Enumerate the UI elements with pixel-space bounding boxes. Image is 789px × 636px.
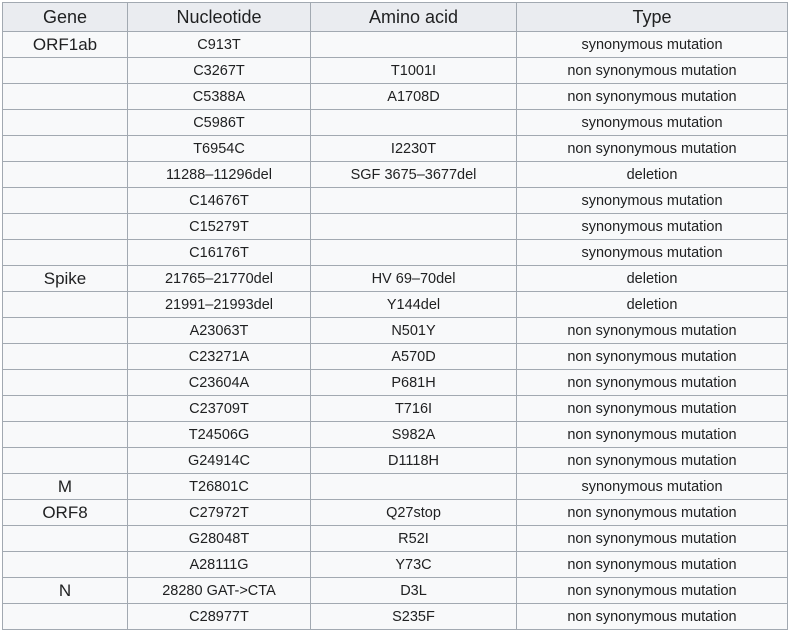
gene-cell bbox=[3, 448, 128, 474]
gene-cell bbox=[3, 162, 128, 188]
gene-cell bbox=[3, 84, 128, 110]
table-row bbox=[3, 474, 788, 500]
mutations-table bbox=[2, 2, 788, 630]
nucleotide-cell: T26801C bbox=[128, 474, 311, 500]
table-row bbox=[3, 318, 788, 344]
table-row bbox=[3, 136, 788, 162]
gene-cell: Spike bbox=[3, 266, 128, 292]
nucleotide-cell: G28048T bbox=[128, 526, 311, 552]
gene-cell bbox=[3, 604, 128, 630]
amino-acid-cell: S982A bbox=[311, 422, 517, 448]
table-row bbox=[3, 84, 788, 110]
nucleotide-cell: A23063T bbox=[128, 318, 311, 344]
type-cell: non synonymous mutation bbox=[517, 604, 788, 630]
amino-acid-cell: P681H bbox=[311, 370, 517, 396]
type-cell: synonymous mutation bbox=[517, 32, 788, 58]
table-row bbox=[3, 188, 788, 214]
amino-acid-cell: A1708D bbox=[311, 84, 517, 110]
gene-cell bbox=[3, 318, 128, 344]
nucleotide-cell: C913T bbox=[128, 32, 311, 58]
table-row bbox=[3, 422, 788, 448]
type-cell: synonymous mutation bbox=[517, 188, 788, 214]
nucleotide-cell: C5986T bbox=[128, 110, 311, 136]
amino-acid-cell bbox=[311, 110, 517, 136]
gene-cell bbox=[3, 396, 128, 422]
gene-cell: ORF8 bbox=[3, 500, 128, 526]
amino-acid-cell: T716I bbox=[311, 396, 517, 422]
type-cell: synonymous mutation bbox=[517, 474, 788, 500]
table-row bbox=[3, 162, 788, 188]
table-row bbox=[3, 110, 788, 136]
type-cell: non synonymous mutation bbox=[517, 58, 788, 84]
table-row bbox=[3, 240, 788, 266]
nucleotide-cell: T24506G bbox=[128, 422, 311, 448]
header-nucleotide: Nucleotide bbox=[128, 3, 311, 32]
type-cell: non synonymous mutation bbox=[517, 552, 788, 578]
amino-acid-cell bbox=[311, 188, 517, 214]
amino-acid-cell bbox=[311, 214, 517, 240]
nucleotide-cell: 21765–21770del bbox=[128, 266, 311, 292]
amino-acid-cell: N501Y bbox=[311, 318, 517, 344]
gene-cell bbox=[3, 344, 128, 370]
nucleotide-cell: C3267T bbox=[128, 58, 311, 84]
gene-cell bbox=[3, 58, 128, 84]
nucleotide-cell: C23604A bbox=[128, 370, 311, 396]
gene-cell bbox=[3, 240, 128, 266]
type-cell: deletion bbox=[517, 162, 788, 188]
type-cell: non synonymous mutation bbox=[517, 526, 788, 552]
nucleotide-cell: C16176T bbox=[128, 240, 311, 266]
table-row bbox=[3, 266, 788, 292]
gene-cell bbox=[3, 422, 128, 448]
amino-acid-cell: Y73C bbox=[311, 552, 517, 578]
header-type: Type bbox=[517, 3, 788, 32]
gene-cell: ORF1ab bbox=[3, 32, 128, 58]
nucleotide-cell: G24914C bbox=[128, 448, 311, 474]
table-header bbox=[3, 3, 788, 32]
amino-acid-cell: R52I bbox=[311, 526, 517, 552]
table-row bbox=[3, 396, 788, 422]
gene-cell bbox=[3, 136, 128, 162]
amino-acid-cell: D1118H bbox=[311, 448, 517, 474]
table-row bbox=[3, 344, 788, 370]
header-gene: Gene bbox=[3, 3, 128, 32]
type-cell: non synonymous mutation bbox=[517, 318, 788, 344]
table-row bbox=[3, 58, 788, 84]
type-cell: non synonymous mutation bbox=[517, 500, 788, 526]
amino-acid-cell: A570D bbox=[311, 344, 517, 370]
table-row bbox=[3, 370, 788, 396]
table-row bbox=[3, 292, 788, 318]
gene-cell bbox=[3, 214, 128, 240]
type-cell: synonymous mutation bbox=[517, 110, 788, 136]
amino-acid-cell: T1001I bbox=[311, 58, 517, 84]
nucleotide-cell: C28977T bbox=[128, 604, 311, 630]
nucleotide-cell: C23271A bbox=[128, 344, 311, 370]
gene-cell bbox=[3, 292, 128, 318]
nucleotide-cell: 11288–11296del bbox=[128, 162, 311, 188]
table-row bbox=[3, 214, 788, 240]
nucleotide-cell: C27972T bbox=[128, 500, 311, 526]
type-cell: non synonymous mutation bbox=[517, 84, 788, 110]
amino-acid-cell bbox=[311, 240, 517, 266]
amino-acid-cell: Q27stop bbox=[311, 500, 517, 526]
amino-acid-cell bbox=[311, 474, 517, 500]
table-row bbox=[3, 500, 788, 526]
nucleotide-cell: T6954C bbox=[128, 136, 311, 162]
nucleotide-cell: 28280 GAT->CTA bbox=[128, 578, 311, 604]
amino-acid-cell bbox=[311, 32, 517, 58]
type-cell: non synonymous mutation bbox=[517, 578, 788, 604]
type-cell: deletion bbox=[517, 266, 788, 292]
table-row bbox=[3, 552, 788, 578]
table-body bbox=[3, 32, 788, 630]
gene-cell bbox=[3, 110, 128, 136]
amino-acid-cell: I2230T bbox=[311, 136, 517, 162]
type-cell: non synonymous mutation bbox=[517, 136, 788, 162]
table-row bbox=[3, 578, 788, 604]
nucleotide-cell: A28111G bbox=[128, 552, 311, 578]
nucleotide-cell: C15279T bbox=[128, 214, 311, 240]
gene-cell bbox=[3, 552, 128, 578]
nucleotide-cell: C23709T bbox=[128, 396, 311, 422]
type-cell: non synonymous mutation bbox=[517, 422, 788, 448]
nucleotide-cell: 21991–21993del bbox=[128, 292, 311, 318]
header-amino-acid: Amino acid bbox=[311, 3, 517, 32]
table-row bbox=[3, 526, 788, 552]
amino-acid-cell: D3L bbox=[311, 578, 517, 604]
gene-cell bbox=[3, 188, 128, 214]
gene-cell bbox=[3, 526, 128, 552]
amino-acid-cell: S235F bbox=[311, 604, 517, 630]
nucleotide-cell: C14676T bbox=[128, 188, 311, 214]
amino-acid-cell: HV 69–70del bbox=[311, 266, 517, 292]
type-cell: non synonymous mutation bbox=[517, 370, 788, 396]
type-cell: non synonymous mutation bbox=[517, 344, 788, 370]
header-row bbox=[3, 3, 788, 32]
amino-acid-cell: SGF 3675–3677del bbox=[311, 162, 517, 188]
gene-cell: N bbox=[3, 578, 128, 604]
table-row bbox=[3, 448, 788, 474]
type-cell: non synonymous mutation bbox=[517, 448, 788, 474]
amino-acid-cell: Y144del bbox=[311, 292, 517, 318]
type-cell: non synonymous mutation bbox=[517, 396, 788, 422]
gene-cell: M bbox=[3, 474, 128, 500]
table-row bbox=[3, 32, 788, 58]
gene-cell bbox=[3, 370, 128, 396]
table-row bbox=[3, 604, 788, 630]
type-cell: synonymous mutation bbox=[517, 214, 788, 240]
type-cell: deletion bbox=[517, 292, 788, 318]
type-cell: synonymous mutation bbox=[517, 240, 788, 266]
nucleotide-cell: C5388A bbox=[128, 84, 311, 110]
